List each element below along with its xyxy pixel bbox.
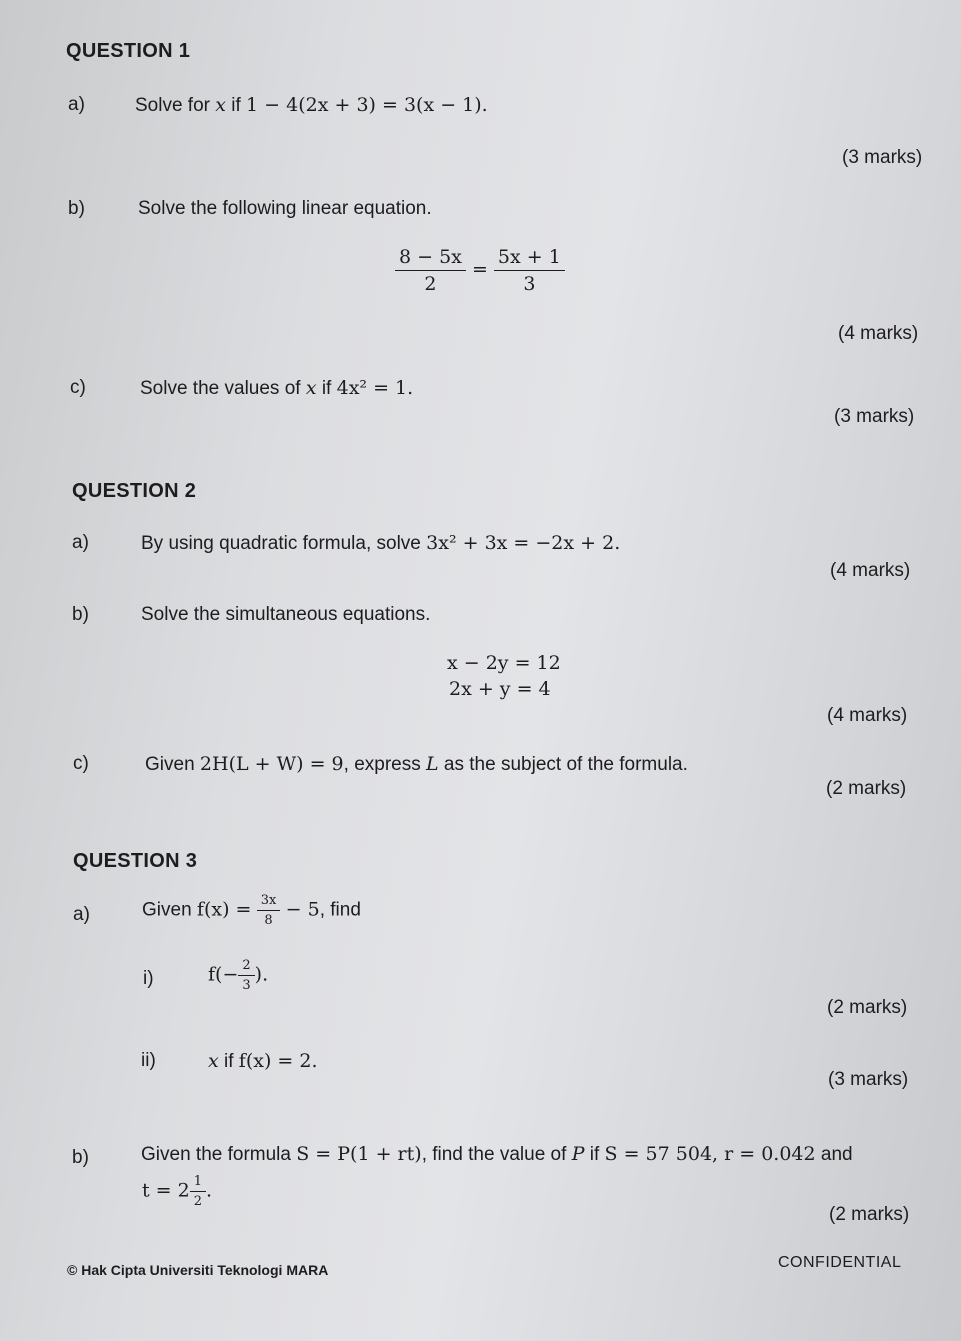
q3aii-marks: (3 marks) [828,1069,909,1090]
q2c-text: Given 2H(L + W) = 9, express L as the subject of the formula. [145,753,688,775]
q1a-marks: (3 marks) [842,147,923,168]
q3a-text: Given f(x) = $\frac{3x}{8}$ − 5, find [142,893,361,928]
q3b-label: b) [72,1147,89,1168]
q2b-equation-2: 2x + y = 4 [449,678,551,700]
q3aii-label: ii) [141,1050,156,1071]
q2a-text: By using quadratic formula, solve 3x² + 3x = −2x + 2. [141,532,621,554]
q2a-label: a) [72,532,89,553]
q3ai-math: f(− $\frac{2}{3}$ ). [208,958,269,993]
q3a-label: a) [73,904,90,925]
question-1-title: QUESTION 1 [66,40,191,62]
q2b-equation-1: x − 2y = 12 [447,652,561,674]
q3aii-text: x if f(x) = 2. [208,1050,318,1072]
q1b-text: Solve the following linear equation. [138,198,432,219]
question-2-title: QUESTION 2 [72,480,197,502]
q3b-marks: (2 marks) [829,1204,910,1225]
q2b-text: Solve the simultaneous equations. [141,604,431,625]
q1c-text: Solve the values of x if 4x² = 1. [140,377,414,399]
q3b-text: Given the formula S = P(1 + rt), find the value of P if S = 57 504, r = 0.042 and [141,1143,853,1165]
confidential-label: CONFIDENTIAL [778,1254,902,1271]
q2b-label: b) [72,604,89,625]
q2c-label: c) [73,753,89,774]
q2b-marks: (4 marks) [827,705,908,726]
q1a-label: a) [68,94,85,115]
q2a-marks: (4 marks) [830,560,911,581]
q3ai-marks: (2 marks) [827,997,908,1018]
q1b-marks: (4 marks) [838,323,919,344]
q1c-label: c) [70,377,86,398]
question-3-title: QUESTION 3 [73,850,198,872]
q1a-text: Solve for x if 1 − 4(2x + 3) = 3(x − 1). [135,94,488,116]
copyright-notice: © Hak Cipta Universiti Teknologi MARA [67,1262,329,1278]
q1b-equation: $\frac{8 - 5x}{2}$ = $\frac{5x + 1}{3}$ [395,246,565,295]
q3ai-label: i) [143,968,154,989]
q2c-marks: (2 marks) [826,778,907,799]
q1c-marks: (3 marks) [834,406,915,427]
q1b-label: b) [68,198,85,219]
q3b-t-value: t = 2 $\frac{1}{2}$ . [142,1174,213,1209]
